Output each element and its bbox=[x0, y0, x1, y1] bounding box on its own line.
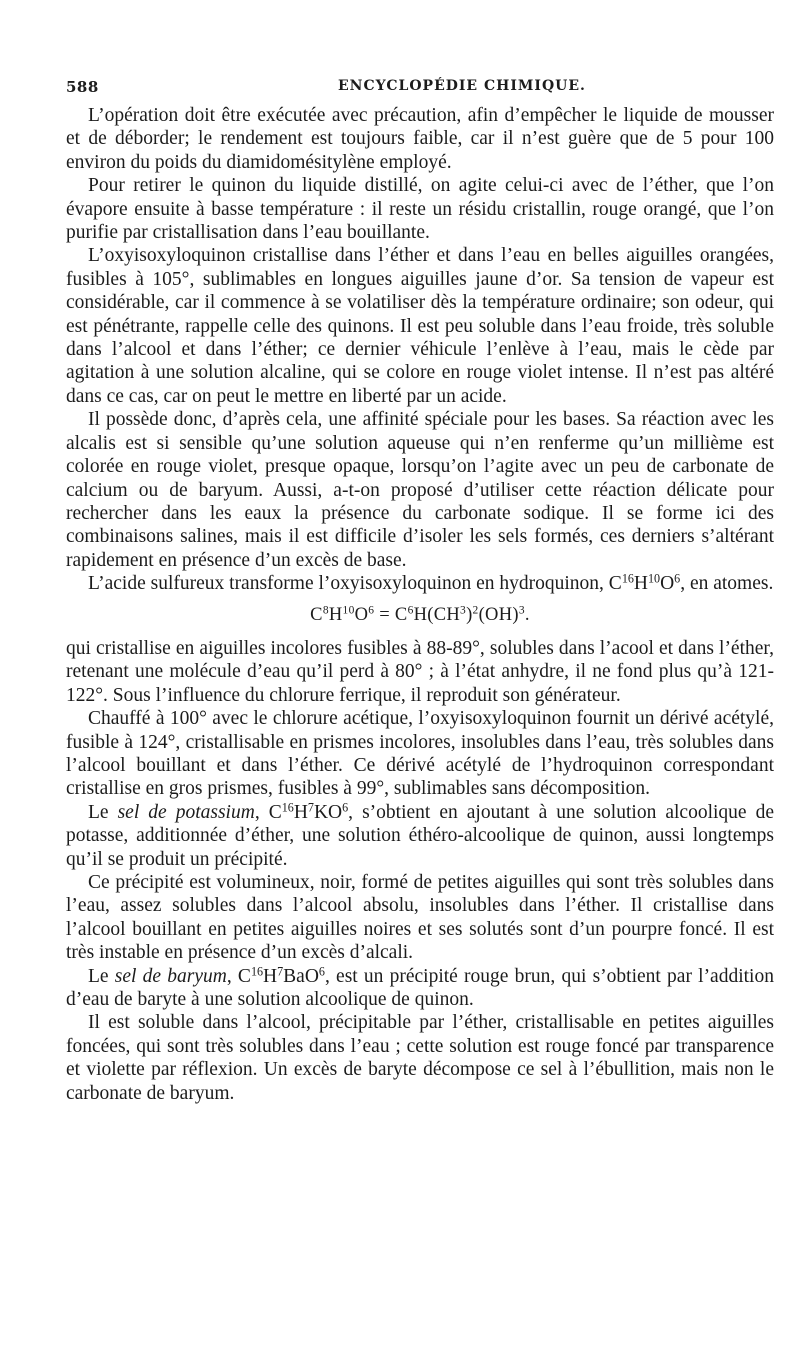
paragraph: Chauffé à 100° avec le chlorure acétique, l’oxyisoxyloquinon fournit un dérivé acétylé, fusible à 124°, cristallisable en prismes incolores, insolubles dans l’eau, très solubles dans l’alcool bouillant et dans l’éther. Ce dérivé acétylé de l’hydroquinon correspondant cristallise en gros prismes, fusibles à 99°, sublimables sans décomposition. bbox=[66, 708, 774, 800]
paragraph: Il est soluble dans l’alcool, précipitable par l’éther, cristallisable en petites aiguilles foncées, qui sont très solubles dans l’eau ; cette solution est rouge foncé par transparence et violette par réflexion. Un excès de baryte décompose ce sel à l’ébullition, mais non le carbonate de baryum. bbox=[66, 1012, 774, 1104]
paragraph: qui cristallise en aiguilles incolores fusibles à 88-89°, solubles dans l’acool et dans l’éther, retenant une molécule d’eau qu’il perd à 80° ; à l’état anhydre, il ne fond plus qu’à 121-122°. Sous l’influence du chlorure ferrique, il reproduit son générateur. bbox=[66, 637, 774, 706]
page-number: 588 bbox=[66, 78, 99, 96]
running-title: ENCYCLOPÉDIE CHIMIQUE. bbox=[338, 78, 586, 94]
paragraph-barium-salt: Le sel de baryum, $C^{16}H^7BaO^6$, est un précipité rouge brun, qui s’obtient par l’addition d’eau de baryte à une solution alcoolique de quinon. bbox=[66, 963, 774, 1011]
paragraph: Pour retirer le quinon du liquide distillé, on agite celui-ci avec de l’éther, que l’on évapore ensuite à basse température : il reste un résidu cristallin, rouge orangé, que l’on purifie par cristallisation dans l’eau bouillante. bbox=[66, 175, 774, 244]
chemical-formula: $C^8H^{10}O^6 = C^6H(CH^3)^2(OH)^3$. bbox=[310, 604, 530, 625]
paragraph: Ce précipité est volumineux, noir, formé de petites aiguilles qui sont très solubles dans l’eau, assez solubles dans l’alcool absolu, insolubles dans l’éther. Il cristallise dans l’alcool bouillant en petites aiguilles noires et ses solutés sont d’un pourpre foncé. Il est très instable en présence d’un excès d’alcali. bbox=[66, 872, 774, 964]
paragraph-potassium-salt: Le sel de potassium, $C^{16}H^7KO^6$, s’obtient en ajoutant à une solution alcoolique de potasse, additionnée d’éther, une solution éthéro-alcoolique de quinon, aussi longtemps qu’il se produit un précipité. bbox=[66, 800, 774, 870]
paragraph: L’opération doit être exécutée avec précaution, afin d’empêcher le liquide de mousser et de déborder; le rendement est toujours faible, car il n’est guère que de 5 pour 100 environ du poids du diamidomésitylène employé. bbox=[66, 105, 774, 173]
paragraph-sulfurous-acid: L’acide sulfureux transforme l’oxyisoxyloquinon en hydroquinon, $C^{16}H^{10}O^6$, en atomes. bbox=[88, 571, 774, 595]
page-header bbox=[66, 78, 778, 100]
paragraph: L’oxyisoxyloquinon cristallise dans l’éther et dans l’eau en belles aiguilles orangées, fusibles à 105°, sublimables en longues aiguilles jaune d’or. Sa tension de vapeur est considérable, car il commence à se volatiliser dès la température ordinaire; son odeur, qui est pénétrante, rappelle celle des quinons. Il est peu soluble dans l’eau froide, très soluble dans l’alcool et dans l’éther; ce dernier véhicule l’enlève à l’eau, mais le cède par agitation à une solution alcaline, qui se colore en rouge violet intense. Il n’est pas altéré dans ce cas, car on peut le mettre en liberté par un acide. bbox=[66, 245, 774, 407]
body-text bbox=[66, 104, 774, 1105]
paragraph: Il possède donc, d’après cela, une affinité spéciale pour les bases. Sa réaction avec les alcalis est si sensible qu’une solution aqueuse qui n’en renferme qu’un millième est colorée en rouge violet, presque opaque, lorsqu’on l’agite avec un peu de carbonate de calcium ou de baryum. Aussi, a-t-on proposé d’utiliser cette réaction délicate pour rechercher dans les eaux la présence du carbonate sodique. Il se forme ici des combinaisons salines, mais il est difficile d’isoler les sels formés, ces derniers s’altérant rapidement en présence d’un excès de base. bbox=[66, 409, 774, 571]
